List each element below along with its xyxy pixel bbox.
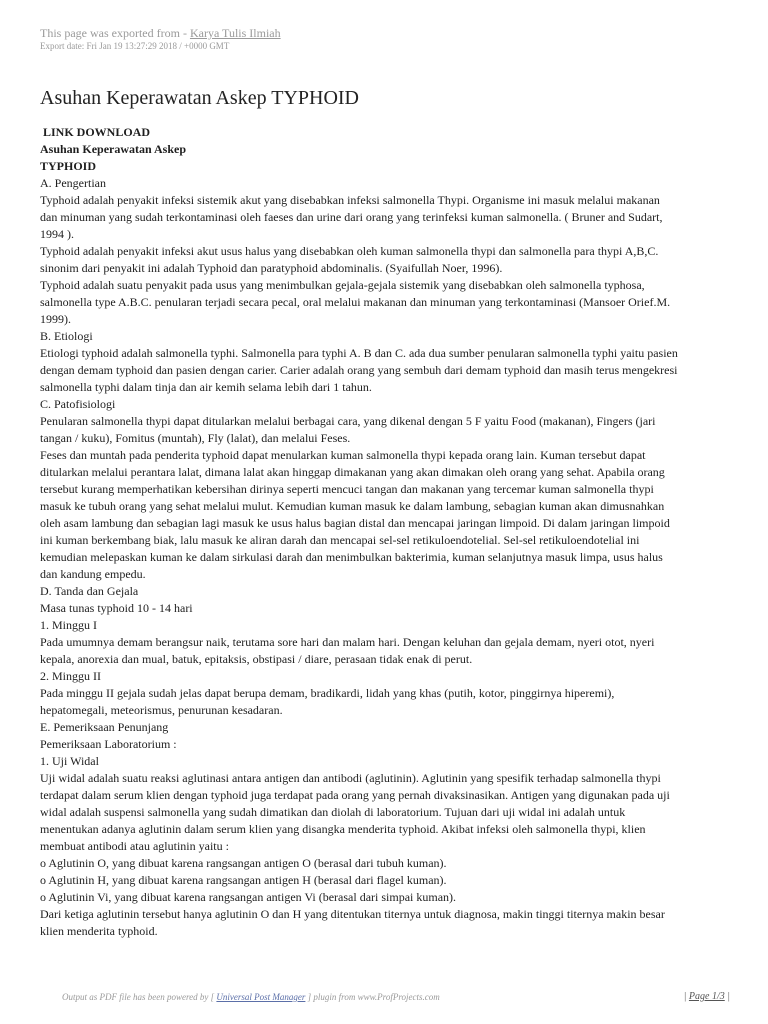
export-source: [40, 27, 281, 40]
body-line: tersebut kurang memperhatikan kebersihan dirinya seperti mencuci tangan dan makanan yang tercemar kuman salmonella thypi: [40, 482, 654, 496]
plugin-link[interactable]: Universal Post Manager: [216, 992, 306, 1002]
body-line: menentukan adanya aglutinin dalam serum klien yang disangka menderita typhoid. Akibat infeksi oleh salmonella thypi, klien: [40, 822, 646, 836]
export-prefix: This page was exported from -: [40, 26, 190, 40]
body-line: Typhoid adalah penyakit infeksi sistemik akut yang disebabkan infeksi salmonella Thypi. Organisme ini masuk melalui makanan: [40, 193, 660, 207]
body-line: terdapat dalam serum klien dengan typhoid juga terdapat pada orang yang pernah divaksinasikan. Antigen yang digunakan pada uji: [40, 788, 670, 802]
body-line: dan kandung empedu.: [40, 567, 146, 581]
body-line: oleh asam lambung dan sebagian lagi masuk ke usus halus bagian distal dan mencapai jaringan limpoid. Di dalam jaringan limpoid: [40, 516, 670, 530]
body-line: C. Patofisiologi: [40, 397, 116, 411]
page-number: Page 1/3: [688, 991, 725, 1002]
body-line: Dari ketiga aglutinin tersebut hanya aglutinin O dan H yang ditentukan titernya untuk diagnosa, makin tinggi titernya makin besar: [40, 907, 665, 921]
body-line: E. Pemeriksaan Penunjang: [40, 720, 169, 734]
body-line: Feses dan muntah pada penderita typhoid dapat menularkan kuman salmonella thypi kepada orang lain. Kuman tersebut dapat: [40, 448, 646, 462]
body-line: Penularan salmonella thypi dapat ditularkan melalui berbagai cara, yang dikenal dengan 5 F yaitu Food (makanan), Fingers (jari: [40, 414, 656, 428]
body-line: Typhoid adalah penyakit infeksi akut usus halus yang disebabkan oleh kuman salmonella thypi dan salmonella para thypi A,B,C.: [40, 244, 659, 258]
article-topic: TYPHOID: [40, 159, 97, 173]
link-download[interactable]: LINK DOWNLOAD: [43, 125, 151, 139]
body-line: Pemeriksaan Laboratorium :: [40, 737, 177, 751]
body-line: sinonim dari penyakit ini adalah Typhoid dan paratyphoid abdominalis. (Syaifullah Noer, 1996).: [40, 261, 503, 275]
body-line: D. Tanda dan Gejala: [40, 584, 139, 598]
body-line: 1. Uji Widal: [40, 754, 99, 768]
body-line: tangan / kuku), Fomitus (muntah), Fly (lalat), dan melalui Feses.: [40, 431, 351, 445]
powered-prefix: Output as PDF file has been powered by [: [62, 992, 217, 1002]
body-line: Pada umumnya demam berangsur naik, terutama sore hari dan malam hari. Dengan keluhan dan gejala demam, nyeri otot, nyeri: [40, 635, 655, 649]
body-line: hepatomegali, meteorismus, penurunan kesadaran.: [40, 703, 283, 717]
body-line: klien menderita typhoid.: [40, 924, 158, 938]
body-line: masuk ke tubuh orang yang sehat melalui mulut. Kemudian kuman masuk ke dalam lambung, sebagian kuman akan dimusnahkan: [40, 499, 665, 513]
body-line: o Aglutinin O, yang dibuat karena rangsangan antigen O (berasal dari tubuh kuman).: [40, 856, 447, 870]
article-body: [40, 124, 730, 940]
page-indicator: [684, 991, 730, 1003]
body-line: 1999).: [40, 312, 71, 326]
body-line: membuat antibodi atau aglutinin yaitu :: [40, 839, 229, 853]
body-line: A. Pengertian: [40, 176, 106, 190]
body-line: widal adalah suspensi salmonella yang sudah dimatikan dan diolah di laboratorium. Tujuan dari uji widal ini adalah untuk: [40, 805, 626, 819]
body-line: ditularkan melalui perantara lalat, dimana lalat akan hinggap dimakanan yang akan dimakan oleh orang yang sehat. Apabila orang: [40, 465, 665, 479]
body-line: o Aglutinin Vi, yang dibuat karena rangsangan antigen Vi (berasal dari simpai kuman).: [40, 890, 457, 904]
body-line: Uji widal adalah suatu reaksi aglutinasi antara antigen dan antibodi (aglutinin). Aglutinin yang spesifik terhadap salmonella thypi: [40, 771, 661, 785]
export-header: [40, 27, 281, 52]
body-line: ini kuman berkembang biak, lalu masuk ke aliran darah dan mencapai sel-sel retikuloendotelial. Sel-sel retikuloendotelial ini: [40, 533, 640, 547]
body-line: kepala, anorexia dan mual, batuk, epitaksis, obstipasi / diare, perasaan tidak enak di perut.: [40, 652, 473, 666]
body-line: Typhoid adalah suatu penyakit pada usus yang menimbulkan gejala-gejala sistemik yang disebabkan oleh salmonella typhosa,: [40, 278, 645, 292]
body-line: dan minuman yang sudah terkontaminasi oleh faeses dan urine dari orang yang terinfeksi kuman salmonella. ( Bruner and Sudart,: [40, 210, 663, 224]
pager-left: |: [683, 991, 689, 1002]
pdf-footer: [62, 991, 730, 1003]
page-title: Asuhan Keperawatan Askep TYPHOID: [40, 87, 360, 109]
body-line: B. Etiologi: [40, 329, 93, 343]
body-lines: [40, 175, 730, 940]
body-line: o Aglutinin H, yang dibuat karena rangsangan antigen H (berasal dari flagel kuman).: [40, 873, 447, 887]
body-line: Pada minggu II gejala sudah jelas dapat berupa demam, bradikardi, lidah yang khas (putih, kotor, pinggirnya hiperemi),: [40, 686, 615, 700]
article-subtitle: Asuhan Keperawatan Askep: [40, 142, 187, 156]
body-line: 1. Minggu I: [40, 618, 97, 632]
pager-right: |: [724, 991, 730, 1002]
powered-by-note: [62, 992, 440, 1002]
body-line: 1994 ).: [40, 227, 74, 241]
body-line: Masa tunas typhoid 10 - 14 hari: [40, 601, 193, 615]
powered-suffix: ] plugin from www.ProfProjects.com: [305, 992, 440, 1002]
body-line: salmonella type A.B.C. penularan terjadi secara pecal, oral melalui makanan dan minuman yang terkontaminasi (Mansoer Orief.M.: [40, 295, 671, 309]
body-line: 2. Minggu II: [40, 669, 101, 683]
body-line: Etiologi typhoid adalah salmonella typhi. Salmonella para typhi A. B dan C. ada dua sumber penularan salmonella typhi yaitu pasien: [40, 346, 678, 360]
body-line: salmonella typhi dalam tinja dan air kemih selama lebih dari 1 tahun.: [40, 380, 372, 394]
body-line: dengan demam typhoid dan pasien dengan carier. Carier adalah orang yang sembuh dari demam typhoid dan masih terus mengekresi: [40, 363, 678, 377]
body-line: kemudian melepaskan kuman ke dalam sirkulasi darah dan menimbulkan bakterimia, kuman selanjutnya masuk limpa, usus halus: [40, 550, 663, 564]
site-link[interactable]: Karya Tulis Ilmiah: [189, 26, 281, 40]
export-date: Export date: Fri Jan 19 13:27:29 2018 / +0000 GMT: [40, 41, 230, 51]
